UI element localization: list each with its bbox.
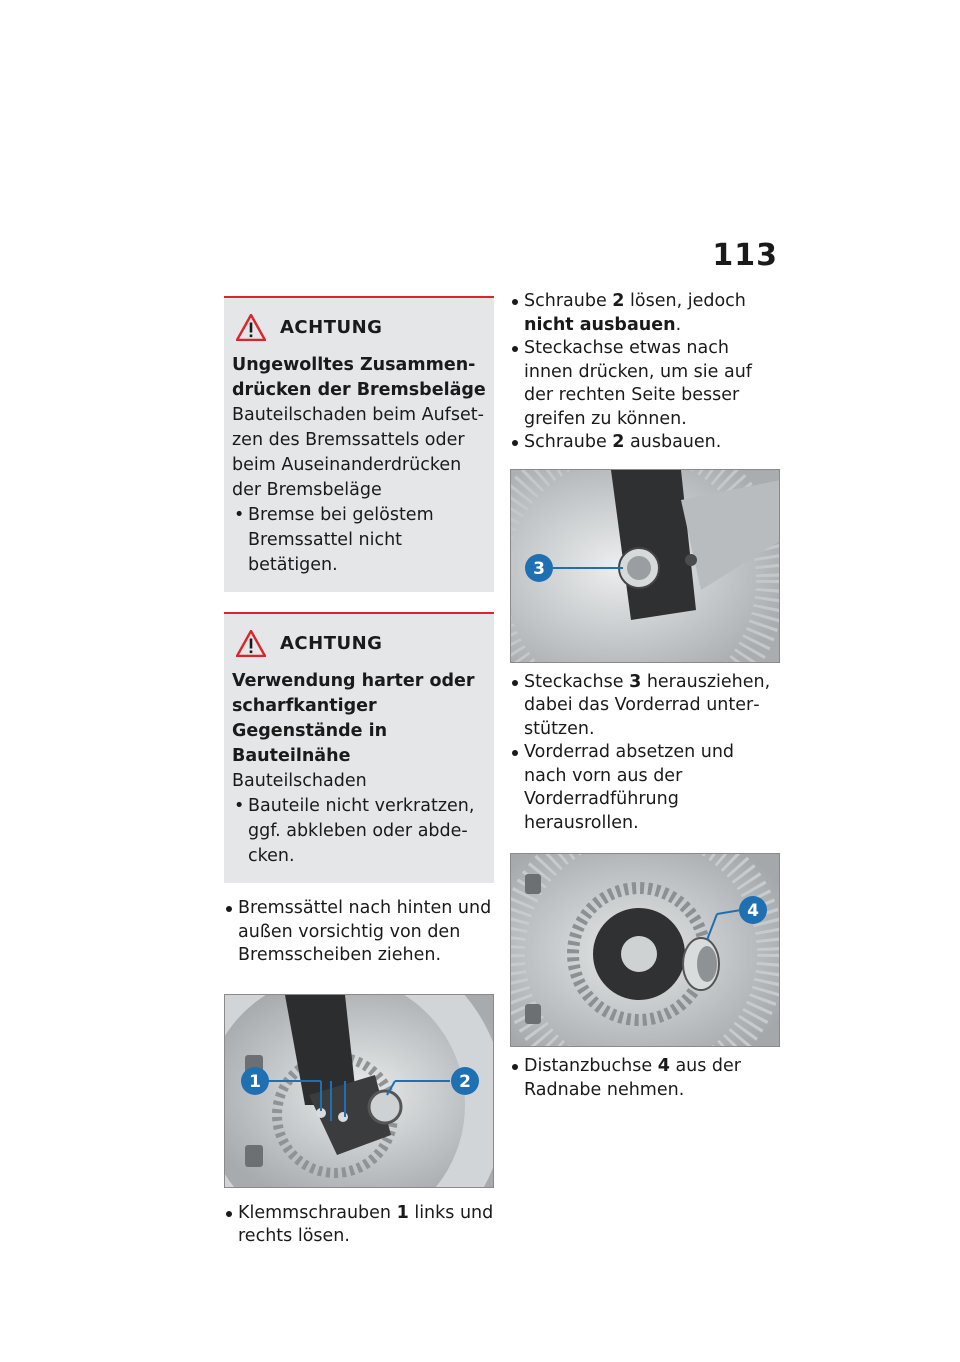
- step-ref-number: 2: [612, 432, 625, 452]
- step-text: Steckachse: [524, 671, 630, 692]
- callout-3: 3: [533, 558, 545, 579]
- step-text: Distanzbuchse: [524, 1056, 658, 1076]
- step-text: .: [675, 314, 682, 335]
- step-text: herausziehen, dabei das Vorderrad unterstützen.: [524, 671, 771, 739]
- warning-title: Verwendung harter oder scharfkantiger Gegenstände in Bauteilnähe: [232, 671, 475, 766]
- step-text: aus der Radnabe nehmen.: [524, 1056, 742, 1100]
- step-text: links und rechts lösen.: [238, 1202, 494, 1246]
- callout-4: 4: [747, 901, 759, 921]
- warning-title: Ungewolltes Zusammendrücken der Bremsbeläge: [232, 355, 486, 400]
- step-text: Schraube: [524, 291, 613, 311]
- figure-axle: [510, 469, 780, 663]
- figure-clamp-screws: [224, 994, 494, 1188]
- step-list: [510, 1055, 782, 1102]
- step-text: Klemmschrauben: [238, 1202, 397, 1223]
- warning-triangle-icon: [236, 314, 266, 341]
- warning-list: [232, 503, 486, 578]
- step-text: Bremssättel nach hinten und außen vorsichtig von den Bremsscheiben ziehen.: [238, 898, 492, 965]
- callout-2: 2: [459, 1071, 471, 1092]
- callout-1: 1: [249, 1071, 261, 1092]
- step-list: [510, 671, 782, 836]
- warning-body: Bauteilschaden: [232, 771, 367, 791]
- figure-spacer-bushing: [510, 853, 780, 1047]
- step-emphasis: nicht ausbauen: [524, 314, 676, 335]
- step-text: Steckachse etwas nach innen drücken, um sie auf der rechten Seite besser greifen zu können.: [524, 338, 752, 429]
- page-number: 113: [712, 238, 778, 273]
- step-item: [510, 671, 782, 742]
- step-ref-number: 2: [612, 291, 625, 311]
- step-text: ausbauen.: [624, 432, 722, 452]
- step-ref-number: 3: [629, 671, 642, 692]
- warning-list: [232, 794, 486, 869]
- step-text: Schraube: [524, 432, 613, 452]
- warning-item: • Bremse bei gelöstem Bremssattel nicht betätigen.: [232, 503, 486, 578]
- step-text: Vorderrad absetzen und nach vorn aus der Vorderradführung herausrollen.: [524, 742, 735, 833]
- warning-body: Bauteilschaden beim Aufsetzen des Bremssattels oder beim Auseinanderdrücken der Bremsbeläge: [232, 405, 484, 500]
- step-item: [510, 290, 782, 337]
- step-item: [510, 337, 782, 431]
- step-item: [224, 897, 494, 968]
- step-ref-number: 4: [657, 1056, 670, 1076]
- step-item: [510, 431, 782, 455]
- step-item: [224, 1202, 494, 1249]
- warning-box-2: [224, 612, 494, 883]
- step-text: lösen, jedoch: [624, 291, 746, 311]
- step-item: [510, 741, 782, 835]
- warning-triangle-icon: [236, 630, 266, 657]
- left-column: [224, 296, 494, 1249]
- warning-header: [232, 314, 486, 341]
- step-item: [510, 1055, 782, 1102]
- warning-header: [232, 630, 486, 657]
- warning-label: ACHTUNG: [280, 317, 383, 338]
- warning-item: • Bauteile nicht verkratzen, ggf. abkleben oder abdecken.: [232, 794, 486, 869]
- step-ref-number: 1: [396, 1202, 409, 1223]
- warning-label: ACHTUNG: [280, 633, 383, 654]
- step-list: [224, 1202, 494, 1249]
- step-list: [224, 897, 494, 968]
- step-list: [510, 290, 782, 455]
- warning-box-1: [224, 296, 494, 592]
- right-column: [510, 290, 782, 1102]
